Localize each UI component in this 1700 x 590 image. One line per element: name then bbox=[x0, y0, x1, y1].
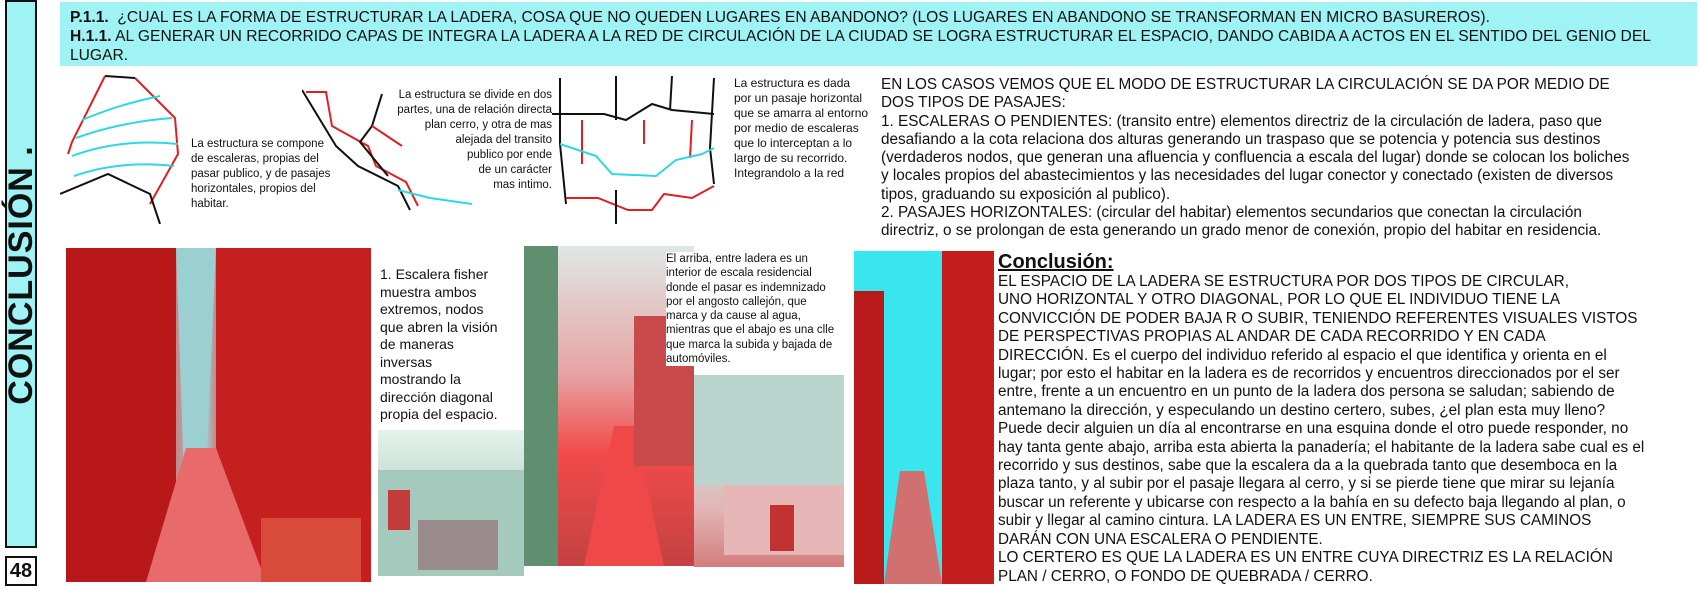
conclusion-line: UNO HORIZONTAL Y OTRO DIAGONAL, POR LO QUE EL INDIVIDUO TIENE LA bbox=[998, 291, 1561, 309]
question-label: P.1.1. bbox=[70, 9, 109, 26]
diagram-2-caption-line: mas intimo. bbox=[493, 179, 552, 191]
diagram-3-caption-line: largo de su recorrido. bbox=[734, 151, 848, 165]
diagram-3-caption-line: por medio de escaleras bbox=[734, 121, 859, 135]
cases-text-line: desafiando a la cota relaciona dos alturas generando un traspaso que se potencia y potencia sus destinos bbox=[881, 130, 1601, 148]
diagram-2-caption bbox=[396, 88, 552, 193]
diagram-3-black-right bbox=[710, 78, 714, 184]
arriba-caption bbox=[666, 252, 851, 366]
arriba-caption-line: que marca la subida y bajada de bbox=[666, 338, 833, 351]
fisher-caption-line: propia del espacio. bbox=[380, 406, 498, 422]
fisher-caption-line: que abren la visión bbox=[380, 318, 498, 335]
cases-text-line: (verdaderos nodos, que generan una afluencia y confluencia a escala del lugar) donde se colocan los boliches bbox=[881, 149, 1630, 167]
photo-red-alley-shapes bbox=[66, 248, 371, 582]
fisher-caption bbox=[380, 266, 504, 424]
conclusion-line: Puede decir alguien un día al encontrarse en una esquina donde el otro puede responder, no bbox=[998, 420, 1629, 438]
arriba-caption-line: marca y da cause al agua, bbox=[666, 310, 801, 323]
diagram-1-red-line-left bbox=[68, 76, 105, 154]
conclusion-line: lugar; por esto el habitar en la ladera es de recorridos y encuentros direccionados por el ser bbox=[998, 365, 1620, 383]
diagram-1-cyan-4 bbox=[74, 164, 174, 176]
cases-text-line: 2. PASAJES HORIZONTALES: (circular del habitar) elementos secundarios que conectan la circulación bbox=[881, 204, 1582, 222]
diagram-1-caption-line: de escaleras, propias del bbox=[191, 153, 319, 165]
conclusion-line: LO CERTERO ES QUE LA LADERA ES UN ENTRE CUYA DIRECTRIZ ES LA RELACIÓN bbox=[998, 549, 1613, 567]
arriba-caption-line: interior de escala residencial bbox=[666, 267, 812, 280]
diagram-2-black-line bbox=[302, 90, 410, 210]
cases-text-line: tipos, graduando su exposición al publico). bbox=[881, 185, 1171, 203]
diagram-3-black-left bbox=[560, 78, 566, 204]
diagram-1-black-top bbox=[105, 76, 135, 78]
fisher-caption-line: 1. Escalera fisher bbox=[380, 266, 489, 282]
diagram-1-caption-line: La estructura se compone bbox=[191, 138, 324, 150]
cases-text-line: DOS TIPOS DE PASAJES: bbox=[881, 94, 1066, 112]
diagram-2-caption-line: plan cerro, y otra de mas bbox=[424, 119, 552, 131]
arriba-caption-line: donde el pasar es indemnizado bbox=[666, 281, 826, 294]
diagram-3-red-stair-3 bbox=[690, 120, 692, 158]
conclusion-line: PLAN / CERRO, O FONDO DE QUEBRADA / CERRO. bbox=[998, 567, 1373, 585]
arriba-caption-line: El arriba, entre ladera es un bbox=[666, 253, 808, 265]
diagram-1-caption-line: horizontales, propios del bbox=[191, 183, 316, 195]
diagram-2-caption-line: La estructura se divide en dos bbox=[398, 89, 552, 101]
arriba-caption-line: automóviles. bbox=[666, 353, 731, 366]
conclusion-line: buscar un referente y ubicarse con respecto a la bahía en su defecto baja llegando al plan, o bbox=[998, 493, 1626, 511]
diagram-3-caption bbox=[734, 76, 868, 181]
diagram-3-caption-line: La estructura es dada bbox=[734, 76, 851, 90]
question-line bbox=[70, 8, 1685, 27]
diagram-3-black-mid2 bbox=[670, 76, 672, 110]
cases-text-line: 1. ESCALERAS O PENDIENTES: (transito entre) elementos directriz de la circulación de ladera, paso que bbox=[881, 112, 1602, 130]
diagram-1-cyan-2 bbox=[76, 118, 172, 138]
photo-staircase-mural bbox=[378, 430, 524, 576]
arriba-caption-line: mientras que el abajo es una clle bbox=[666, 324, 835, 337]
page-number: 48 bbox=[5, 556, 37, 586]
cases-text-line: directriz, o se prolongan de esta generando un grado menor de conexión, propio del habitar en residencia. bbox=[881, 222, 1602, 240]
conclusion-line: DE PERSPECTIVAS PROPIAS AL ANDAR DE CADA RECORRIDO Y EN CADA bbox=[998, 328, 1546, 346]
conclusion-line: recorrido y sus destinos, sabe que la escalera da a la quebrada tanto que desemboca en la bbox=[998, 457, 1618, 475]
diagram-1-caption-line: pasar publico, y de pasajes bbox=[191, 168, 331, 180]
photo-narrow-street bbox=[854, 251, 994, 584]
conclusion-line: subir y llegar al camino cintura. LA LADERA ES UN ENTRE, SIEMPRE SUS CAMINOS bbox=[998, 512, 1592, 530]
diagram-3-caption-line: que se amarra al entorno bbox=[734, 106, 869, 120]
fisher-caption-line: inversas bbox=[380, 353, 433, 370]
fisher-caption-line: mostrando la bbox=[380, 371, 461, 387]
conclusion-line: DARÁN CON UNA ESCALERA O PENDIENTE. bbox=[998, 530, 1323, 548]
diagram-2-caption-line: publico por ende bbox=[466, 149, 552, 161]
diagram-1-cyan-3 bbox=[72, 143, 178, 157]
photo-street-corner-shapes bbox=[694, 375, 844, 567]
fisher-caption-line: extremos, nodos bbox=[380, 301, 484, 317]
conclusion-line: DIRECCIÓN. Es el cuerpo del individuo referido al espacio el que identifica y orienta en el bbox=[998, 346, 1607, 364]
fisher-caption-line: muestra ambos bbox=[380, 283, 477, 300]
conclusion-heading: Conclusión: bbox=[998, 251, 1114, 273]
diagram-3-black-top bbox=[552, 104, 714, 120]
diagram-2-caption-line: alejada del transito bbox=[455, 134, 552, 146]
conclusion-line: hay tanta gente abajo, arriba esta abierta la panadería; el habitante de la ladera sabe cual es el bbox=[998, 438, 1645, 456]
arriba-caption-line: por el angosto callejón, que bbox=[666, 295, 807, 308]
hypothesis-label: H.1.1. bbox=[70, 28, 112, 45]
header-band bbox=[60, 2, 1697, 66]
diagram-3 bbox=[552, 74, 722, 224]
conclusion-line: plaza tanto, y al subir por el pasaje llegara al cerro, y si se pierde tiene que mirar su lejanía bbox=[998, 475, 1615, 493]
cases-text bbox=[881, 76, 1691, 241]
diagram-2-caption-line: de un carácter bbox=[478, 164, 552, 176]
fisher-caption-line: dirección diagonal bbox=[380, 388, 493, 405]
diagram-1-black-bottom bbox=[60, 174, 160, 224]
diagram-3-caption-line: que lo interceptan a lo bbox=[734, 136, 853, 150]
hypothesis-line bbox=[70, 27, 1685, 65]
section-title-vertical: CONCLUSIÓN . bbox=[2, 145, 40, 405]
photo-street-corner bbox=[694, 375, 844, 567]
conclusion-line: entre, frente a un encuentro en un punto de la ladera dos persona se saludan; sabiendo de bbox=[998, 383, 1615, 401]
diagram-3-caption-line: Integrandolo a la red bbox=[734, 166, 845, 180]
diagram-3-caption-line: por un pasaje horizontal bbox=[734, 91, 863, 105]
photo-red-alley bbox=[66, 248, 371, 582]
diagram-1 bbox=[60, 74, 210, 224]
conclusion-body bbox=[998, 273, 1698, 586]
hypothesis-text: AL GENERAR UN RECORRIDO CAPAS DE INTEGRA LA LADERA A LA RED DE CIRCULACIÓN DE LA CIUDAD SE LOGRA ESTRUCTURAR EL ESPACIO, DANDO CABIDA A ACTOS EN EL SENTIDO DEL GENIO DEL LUGAR. bbox=[70, 28, 1651, 64]
cases-text-line: y locales propios del abastecimientos y las necesidades del lugar conector y conectado (existen de diversos bbox=[881, 167, 1614, 185]
conclusion-line: antemano la dirección, y especulando un destino certero, subes, ¿el plan esta muy lleno? bbox=[998, 401, 1606, 419]
photo-narrow-street-shapes bbox=[854, 251, 994, 584]
diagram-1-caption-line: habitar. bbox=[191, 198, 229, 210]
fisher-caption-line: de maneras bbox=[380, 336, 454, 352]
diagram-3-red-bottom bbox=[566, 186, 714, 210]
diagram-2-caption-line: partes, una de relación directa bbox=[397, 104, 552, 116]
conclusion-line: CONVICCIÓN DE PODER BAJA R O SUBIR, TENIENDO REFERENTES VISUALES VISTOS bbox=[998, 309, 1638, 327]
cases-text-line: EN LOS CASOS VEMOS QUE EL MODO DE ESTRUCTURAR LA CIRCULACIÓN SE DA POR MEDIO DE bbox=[881, 76, 1610, 93]
conclusion-line: EL ESPACIO DE LA LADERA SE ESTRUCTURA POR DOS TIPOS DE CIRCULAR, bbox=[998, 273, 1569, 290]
question-text: ¿CUAL ES LA FORMA DE ESTRUCTURAR LA LADERA, COSA QUE NO QUEDEN LUGARES EN ABANDONO? (LOS LUGARES EN ABANDONO SE TRANSFORMAN EN MICRO BASUREROS). bbox=[117, 9, 1490, 26]
photo-staircase-mural-shapes bbox=[378, 430, 524, 576]
